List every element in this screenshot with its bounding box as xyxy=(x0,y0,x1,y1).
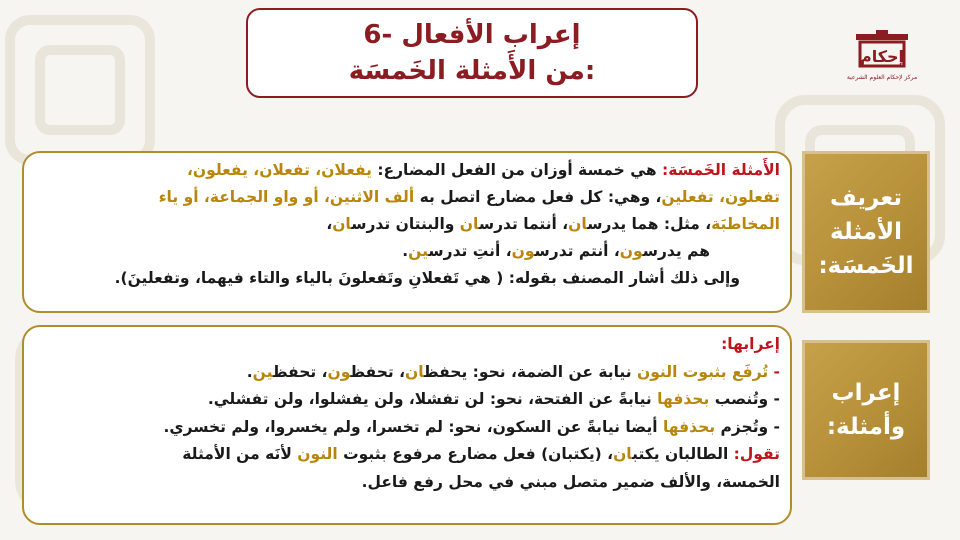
highlight-span: ون xyxy=(511,242,535,260)
text-span: ، أنتما تدرس xyxy=(478,215,569,233)
text-span: . xyxy=(402,242,409,260)
highlight-span: تفعلون، تفعلين xyxy=(661,188,780,206)
highlight-span: يفعلان، تفعلان، يفعلون، xyxy=(187,161,372,179)
text-line xyxy=(34,238,780,265)
logo-subtitle: مركز لإحكام العلوم الشرعية xyxy=(846,74,918,81)
highlight-span: - xyxy=(768,362,780,381)
text-line xyxy=(34,157,780,184)
text-span: ، تحفظ xyxy=(272,362,328,381)
highlight-span: ون xyxy=(619,242,643,260)
text-span: ، (يكتبان) فعل مضارع مرفوع بثبوت xyxy=(337,445,614,463)
text-span: الطالبان يكتب xyxy=(632,445,734,463)
highlight-span: ألف الاثنين، أو واو الجماعة، أو ياء xyxy=(158,188,415,206)
ihkam-logo xyxy=(846,24,918,96)
title-line-2: من الأَمثلة الخَمسَة: xyxy=(348,56,596,86)
highlight-span: ان xyxy=(613,445,633,463)
text-span: ، أنتِ تدرس xyxy=(428,242,512,260)
highlight-span: ان xyxy=(459,215,479,233)
text-line xyxy=(34,414,780,442)
text-span: ، مثل: هما يدرس xyxy=(587,215,712,233)
text-span: نيابةً عن الفتحة، نحو: لن تفشلا، ولن يفشلوا، ولن تفشلي. xyxy=(207,390,658,408)
logo-name: إحكام xyxy=(859,47,905,66)
text-line xyxy=(34,265,780,292)
text-span: الخمسة، والألف ضمير متصل مبني في محل رفع فاعل. xyxy=(361,472,780,491)
text-span: لأنَه من الأمثلة xyxy=(182,445,298,463)
highlight-span: ين xyxy=(408,242,429,260)
inflection-panel xyxy=(22,325,792,525)
text-span: هم يدرس xyxy=(642,242,710,260)
text-line xyxy=(34,211,780,238)
title-box xyxy=(246,8,698,98)
highlight-span: الأَمثلة الخَمسَة: xyxy=(662,161,780,179)
text-line xyxy=(34,386,780,414)
text-span: أيضا نيابةً عن السكون، نحو: لم تخسرا، ولم يخسروا، ولم تخسري. xyxy=(163,417,663,436)
highlight-span: تقول: xyxy=(733,445,780,463)
text-span: هي خمسة أوزان من الفعل المضارع: xyxy=(371,161,663,179)
highlight-span: ان xyxy=(568,215,588,233)
text-span: - وتُنصب xyxy=(709,390,780,408)
text-span: ، أنتم تدرس xyxy=(534,242,620,260)
text-line xyxy=(34,441,780,469)
definition-panel xyxy=(22,151,792,313)
highlight-span: بحذفها xyxy=(662,417,716,436)
text-span: والبنتان تدرس xyxy=(351,215,460,233)
text-line xyxy=(34,359,780,387)
text-span: وإلى ذلك أشار المصنف بقوله: ( هي تَفعلانِ وتَفعلونَ بالياء والتاء فيهما، وتفعلينَ). xyxy=(114,269,740,287)
highlight-span: ون xyxy=(327,362,351,381)
text-span: . xyxy=(246,362,253,381)
text-line xyxy=(34,184,780,211)
text-span: ، وهي: كل فعل مضارع اتصل به xyxy=(414,188,662,206)
text-span: نيابة عن الضمة، نحو: يحفظ xyxy=(424,362,637,381)
inflection-label: إعراب وأمثلة: xyxy=(802,340,930,480)
highlight-span: ان xyxy=(404,362,425,381)
definition-label: تعريف الأمثلة الخَمسَة: xyxy=(802,151,930,313)
highlight-span: ان xyxy=(332,215,352,233)
highlight-span: إعرابها: xyxy=(721,335,780,353)
text-span: - وتُجزم xyxy=(715,417,780,436)
highlight-span: بحذفها xyxy=(657,390,710,408)
title-line-1: 6- إعراب الأفعال xyxy=(363,20,581,50)
text-line xyxy=(34,331,780,359)
highlight-span: ين xyxy=(252,362,273,381)
highlight-span: المخاطبَة xyxy=(711,215,780,233)
highlight-span: تُرفَع بثبوت النون xyxy=(636,362,769,381)
text-line xyxy=(34,469,780,497)
text-span: ، xyxy=(326,215,333,233)
highlight-span: النون xyxy=(297,445,338,463)
text-span: ، تحفظ xyxy=(350,362,405,381)
